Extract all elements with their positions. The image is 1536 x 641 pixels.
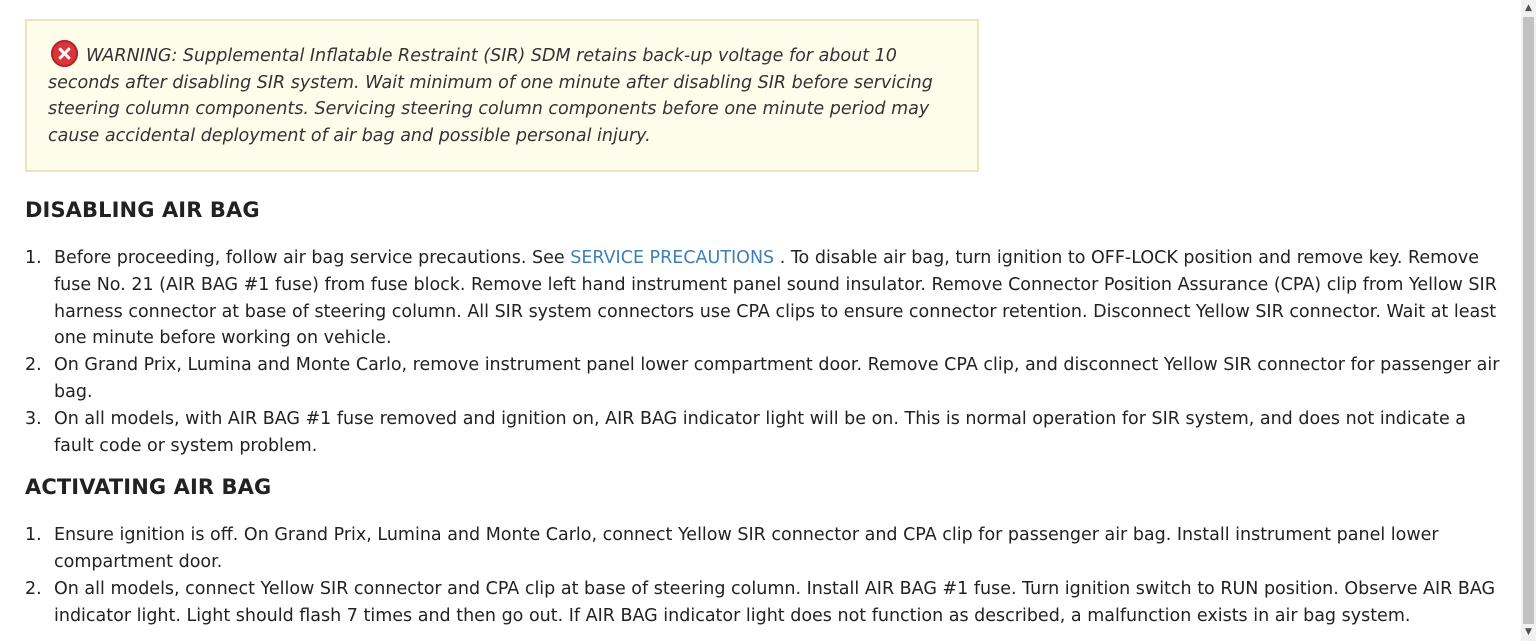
disabling-steps-list (25, 245, 1505, 459)
list-item (25, 245, 1505, 352)
step-number: 2. (25, 355, 42, 376)
list-item (25, 522, 1505, 576)
list-item (25, 352, 1505, 406)
step-text: Before proceeding, follow air bag service precautions. See (54, 248, 571, 268)
activating-steps-list (25, 522, 1505, 629)
step-text: On Grand Prix, Lumina and Monte Carlo, remove instrument panel lower compartment door. Remove CPA clip, and disconnect Yellow SIR connector for passenger air bag. (54, 355, 1500, 402)
step-number: 1. (25, 248, 42, 268)
list-item (25, 406, 1505, 460)
scroll-up-arrow-icon[interactable]: ▲ (1525, 3, 1532, 13)
step-text: On all models, with AIR BAG #1 fuse removed and ignition on, AIR BAG indicator light will be on. This is normal operation for SIR system, and does not indicate a fault code or system problem. (54, 408, 1467, 456)
scrollbar-thumb[interactable] (1523, 17, 1534, 624)
heading-activating-air-bag: ACTIVATING AIR BAG (25, 475, 272, 500)
list-item (25, 576, 1505, 630)
step-number: 1. (25, 525, 42, 546)
document-content (25, 19, 1505, 630)
service-precautions-link[interactable]: SERVICE PRECAUTIONS (570, 248, 775, 268)
step-text: Ensure ignition is off. On Grand Prix, Lumina and Monte Carlo, connect Yellow SIR connector and CPA clip for passenger air bag. Install instrument panel lower compartment door. (54, 525, 1439, 573)
heading-disabling-air-bag: DISABLING AIR BAG (25, 198, 260, 222)
step-text: On all models, connect Yellow SIR connector and CPA clip at base of steering column. Install AIR BAG #1 fuse. Turn ignition switch to RUN position. Observe AIR BAG indicator light. Light should flash 7 times and then go out. If AIR BAG indicator light does not function as described, a malfunction exists in air bag system. (54, 578, 1496, 626)
warning-box (25, 19, 979, 172)
step-number: 3. (25, 408, 42, 429)
error-x-icon (51, 40, 78, 67)
step-text: . To disable air bag, turn ignition to OFF-LOCK position and remove key. Remove fuse No. 21 (AIR BAG #1 fuse) from fuse block. Remove left hand instrument panel sound insulator. Remove Connector Position Assurance (CPA) clip from Yellow SIR harness connector at base of steering column. All SIR system connectors use CPA clips to ensure connector retention. Disconnect Yellow SIR connector. Wait at least one minute before working on vehicle. (54, 248, 1497, 349)
warning-text: WARNING: Supplemental Inflatable Restraint (SIR) SDM retains back-up voltage for about 10 seconds after disabling SIR system. Wait minimum of one minute after disabling SIR before servicing steering column components. Servicing steering column components before one minute period may cause accidental deployment of air bag and possible personal injury. (48, 46, 933, 146)
scroll-down-arrow-icon[interactable]: ▼ (1525, 627, 1532, 637)
step-number: 2. (25, 578, 42, 599)
vertical-scrollbar[interactable] (1521, 0, 1536, 641)
